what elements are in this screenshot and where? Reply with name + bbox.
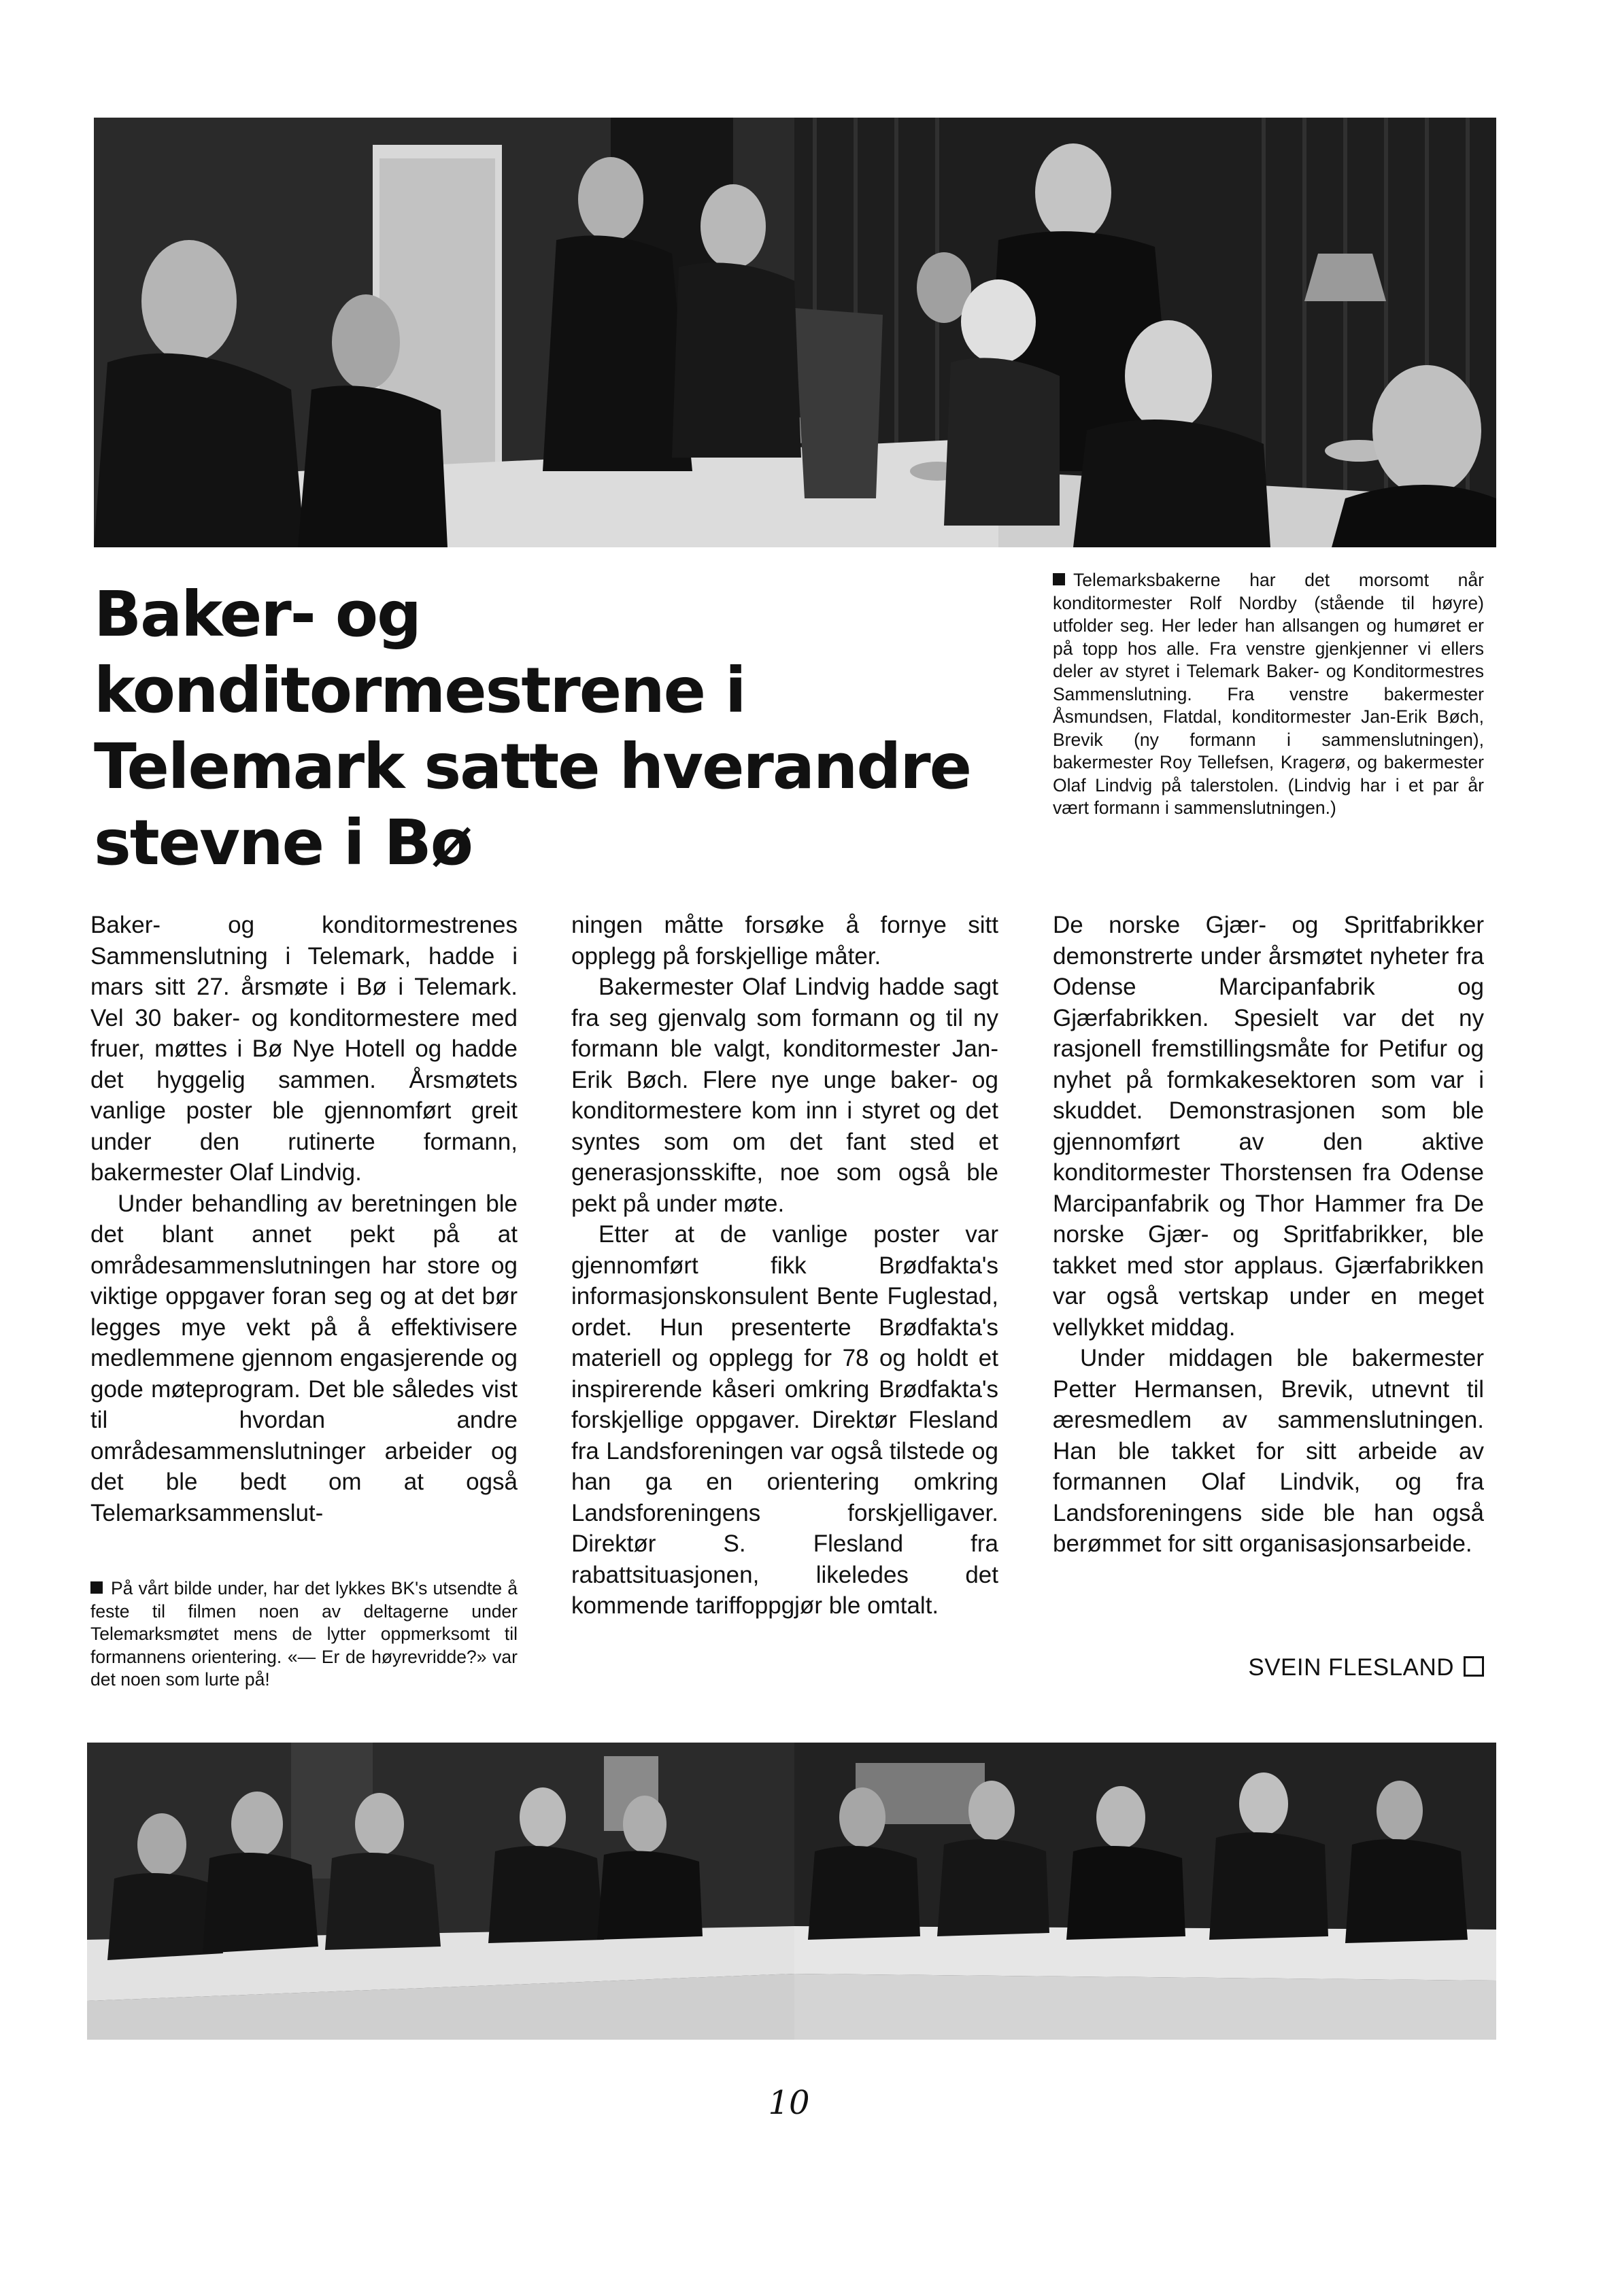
article-column-3 <box>1053 910 1484 1560</box>
caption-bullet-icon <box>90 1581 103 1594</box>
top-photo-caption-text: Telemarksbakerne har det morsomt når konditormester Rolf Nordby (stående til høyre) utfolder seg. Her leder han allsangen og humøret er på topp hos alle. Fra venstre gjenkjenner vi ellers deler av styret i Telemark Baker- og Konditormestres Sammenslutning. Fra venstre bakermester Åsmundsen, Flatdal, konditormester Jan-Erik Bøch, Brevik (ny formann i sammenslutningen), bakermester Roy Tellefsen, Kragerø, og bakermester Olaf Lindvig på talerstolen. (Lindvig har i et par år vært formann i sammenslutningen.) <box>1053 570 1484 818</box>
paragraph: Baker- og konditormestrenes Sammenslutning i Telemark, hadde i mars sitt 27. årsmøte i Bø i Telemark. Vel 30 baker- og konditormestere med fruer, møttes i Bø Nye Hotell og hadde det hyggelig sammen. Årsmøtets vanlige poster ble gjennomført greit under den rutinerte formann, bakermester Olaf Lindvig. <box>90 912 518 1186</box>
paragraph: Under behandling av beretningen ble det blant annet pekt på at områdesammenslutningen har store og viktige oppgaver foran seg og at det bør legges mye vekt på å effektivisere medlemmene gjennom engasjerende og gode møteprogram. Det ble således vist til hvordan andre områdesammenslutninger arbeider og det ble bedt om at også Telemarksammenslut- <box>90 1190 518 1526</box>
byline <box>1053 1652 1484 1683</box>
bottom-photo-caption <box>90 1577 518 1692</box>
paragraph: ningen måtte forsøke å fornye sitt opplegg på forskjellige måter. <box>571 912 998 970</box>
paragraph: Etter at de vanlige poster var gjennomført fikk Brødfakta's informasjonskonsulent Bente Fuglestad, ordet. Hun presenterte Brødfakta's materiell og opplegg for 78 og holdt et inspirerende kåseri omkring Brødfakta's forskjellige oppgaver. Direktør Flesland fra Landsforeningen var også tilstede og han ga en orientering omkring Landsforeningens forskjelligaver. Direktør S. Flesland fra rabattsituasjonen, likeledes det kommende tariffoppgjør ble omtalt. <box>571 1221 998 1619</box>
top-photo <box>94 118 1496 547</box>
headline: Baker- og konditormestrene i Telemark satte hverandre stevne i Bø <box>94 578 971 879</box>
paragraph: De norske Gjær- og Spritfabrikker demonstrerte under årsmøtet nyheter fra Odense Marcipanfabrik og Gjærfabrikken. Spesielt var det ny rasjonell fremstillingsmåte for Petifur og nyhet på formkakesektoren som var i skuddet. Demonstrasjonen som ble gjennomført av den aktive konditormester Thorstensen fra Odense Marcipanfabrik og Thor Hammer fra De norske Gjær- og Spritfabrikker, ble takket med stor applaus. Gjærfabrikken var også vertskap under en meget vellykket middag. <box>1053 912 1484 1341</box>
caption-bullet-icon <box>1053 573 1065 585</box>
byline-author: SVEIN FLESLAND <box>1248 1654 1454 1681</box>
end-mark-icon <box>1464 1656 1484 1677</box>
article-column-2 <box>571 910 998 1622</box>
top-photo-caption <box>1053 569 1484 820</box>
bottom-photo-caption-text: På vårt bilde under, har det lykkes BK's utsendte å feste til filmen noen av deltagerne under Telemarksmøtet mens de lytter oppmerksomt til formannens orientering. «— Er de høyrevridde?» var det noen som lurte på! <box>90 1578 518 1690</box>
article-column-1 <box>90 910 518 1528</box>
paragraph: Under middagen ble bakermester Petter Hermansen, Brevik, utnevnt til æresmedlem av sammenslutningen. Han ble takket for sitt arbeide av formannen Olaf Lindvik, og fra Landsforeningens side ble han også berømmet for sitt organisasjonsarbeide. <box>1053 1345 1484 1557</box>
page-number: 10 <box>768 2084 810 2122</box>
paragraph: Bakermester Olaf Lindvig hadde sagt fra seg gjenvalg som formann og til ny formann ble valgt, konditormester Jan-Erik Bøch. Flere nye unge baker- og konditormestere kom inn i styret og det syntes som om det fant sted et generasjonsskifte, noe som også ble pekt på under møte. <box>571 974 998 1217</box>
bottom-photo <box>87 1743 1496 2040</box>
